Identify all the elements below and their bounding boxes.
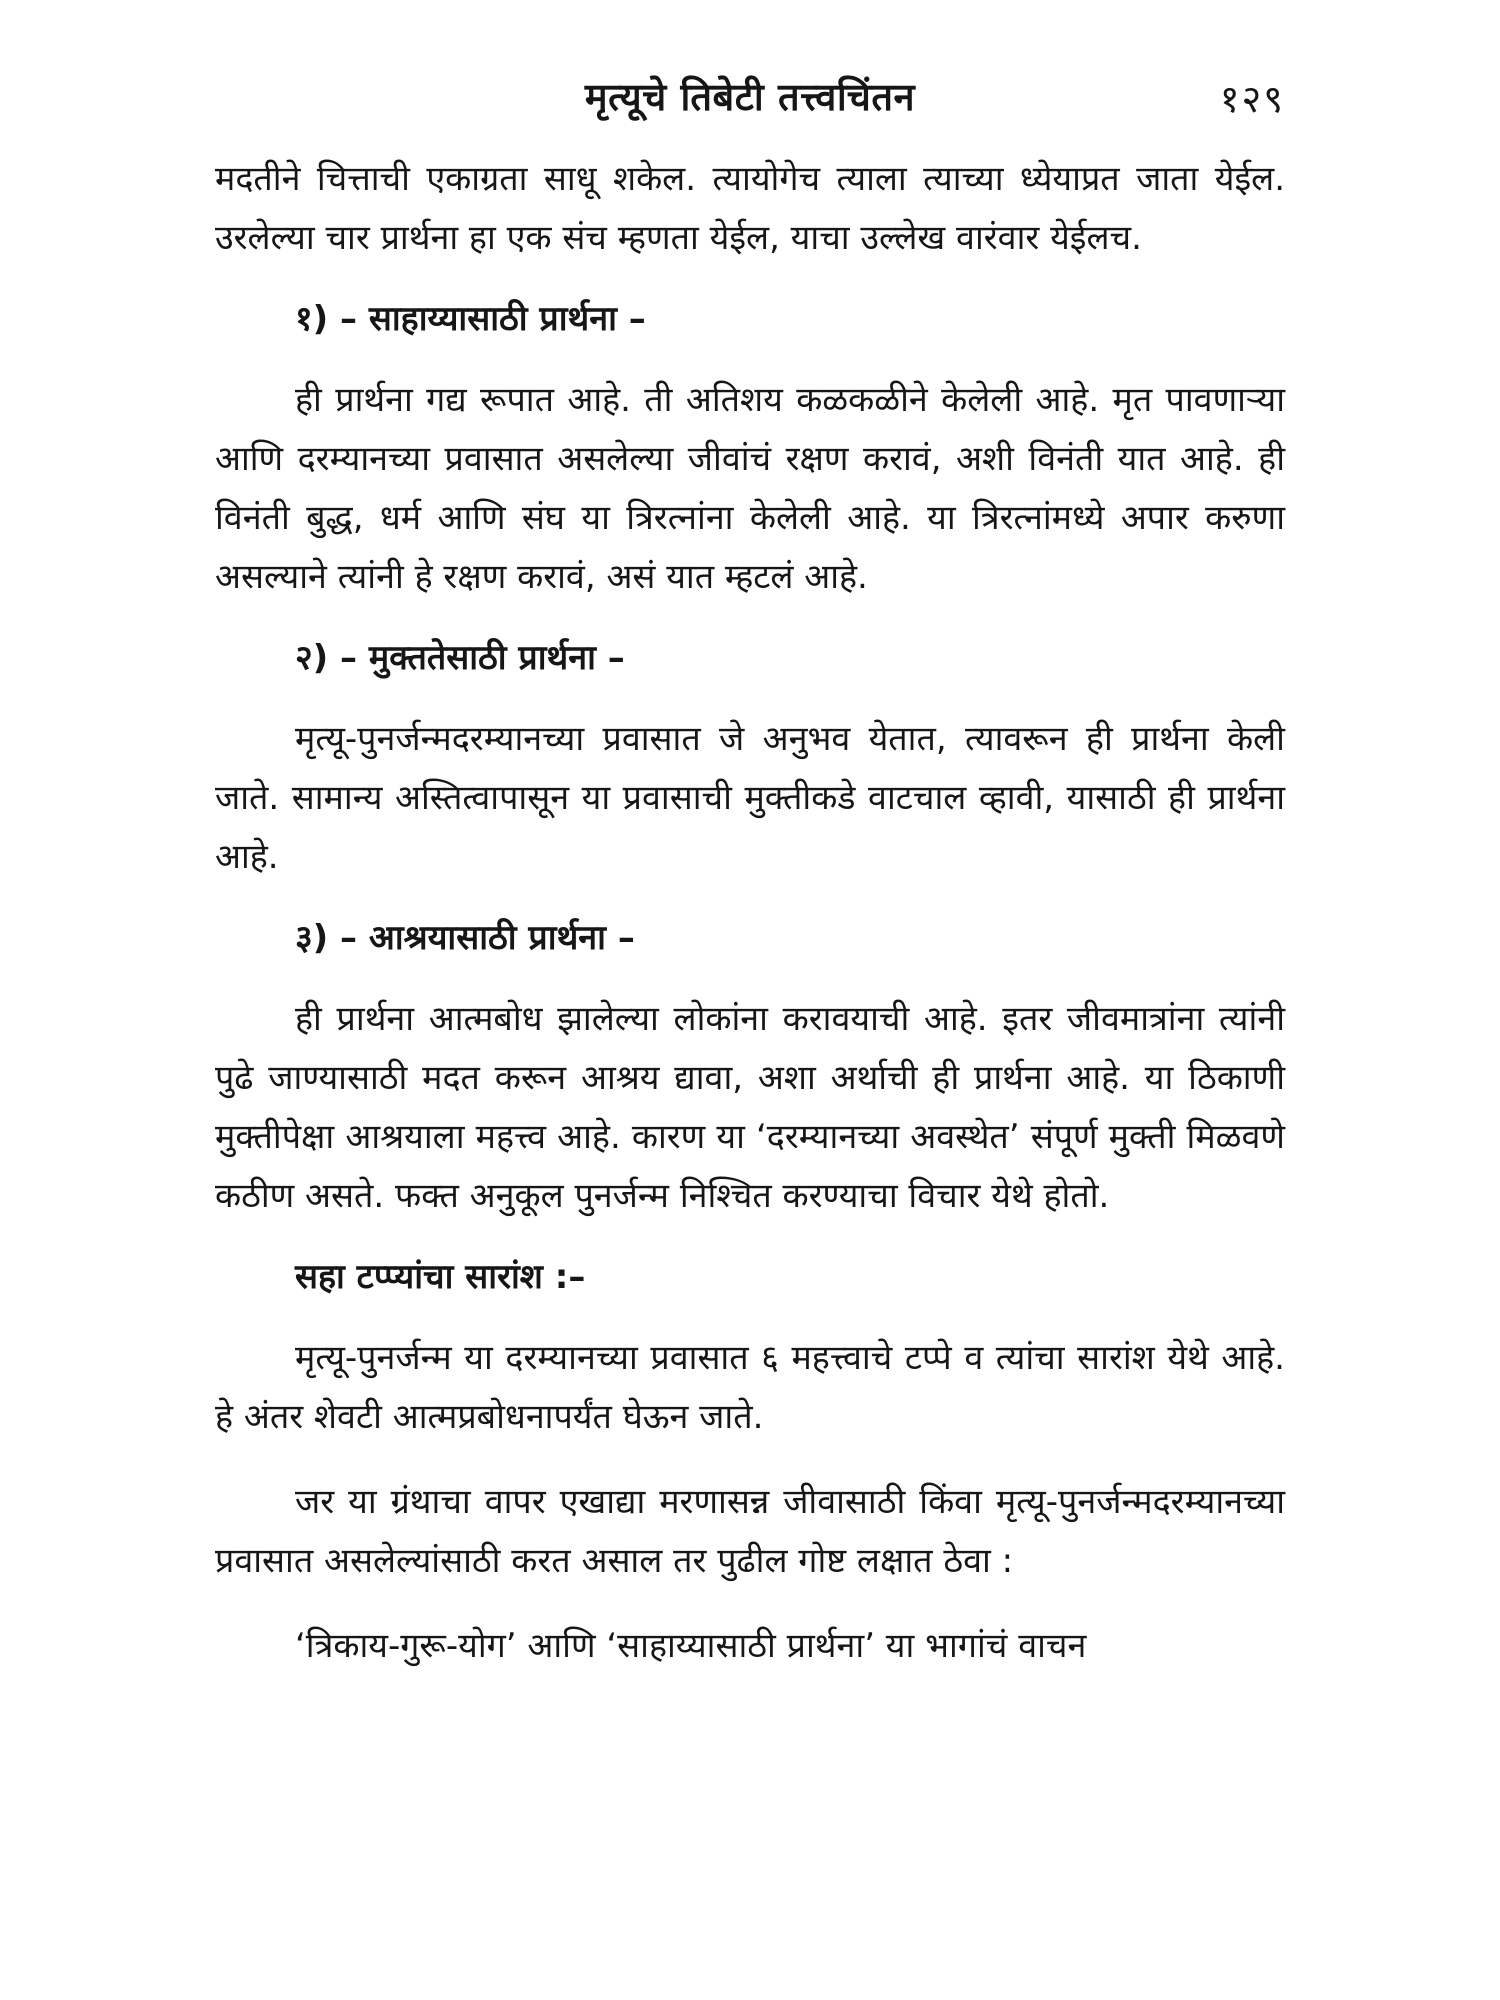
paragraph-six-stages: मृत्यू-पुनर्जन्म या दरम्यानच्या प्रवासात ६ महत्त्वाचे टप्पे व त्यांचा सारांश येथे आहे. हे अंतर शेवटी आत्मप्रबोधनापर्यंत घेऊन जाते. (215, 1338, 1285, 1437)
running-title: मृत्यूचे तिबेटी तत्त्वचिंतन (584, 75, 916, 119)
heading-liberation-prayer: २) – मुक्ततेसाठी प्रार्थना – (295, 638, 625, 678)
page-number: १२९ (1219, 77, 1285, 121)
paragraph-help-prayer: ही प्रार्थना गद्य रूपात आहे. ती अतिशय कळकळीने केलेली आहे. मृत पावणाऱ्या आणि दरम्यानच्या प्रवासात असलेल्या जीवांचं रक्षण करावं, अशी विनंती यात आहे. ही विनंती बुद्ध, धर्म आणि संघ या त्रिरत्नांना केलेली आहे. या त्रिरत्नांमध्ये अपार करुणा असल्याने त्यांनी हे रक्षण करावं, असं यात म्हटलं आहे. (215, 380, 1285, 597)
paragraph-continuation: मदतीने चित्ताची एकाग्रता साधू शकेल. त्यायोगेच त्याला त्याच्या ध्येयाप्रत जाता येईल. उरलेल्या चार प्रार्थना हा एक संच म्हणता येईल, याचा उल्लेख वारंवार येईलच. (215, 159, 1285, 258)
paragraph-usage-note: जर या ग्रंथाचा वापर एखाद्या मरणासन्न जीवासाठी किंवा मृत्यू-पुनर्जन्मदरम्यानच्या प्रवासात असलेल्यांसाठी करत असाल तर पुढील गोष्ट लक्षात ठेवा : (215, 1482, 1285, 1581)
paragraph-refuge-prayer: ही प्रार्थना आत्मबोध झालेल्या लोकांना करावयाची आहे. इतर जीवमात्रांना त्यांनी पुढे जाण्यासाठी मदत करून आश्रय द्यावा, अशा अर्थाची ही प्रार्थना आहे. या ठिकाणी मुक्तीपेक्षा आश्रयाला महत्त्व आहे. कारण या ‘दरम्यानच्या अवस्थेत’ संपूर्ण मुक्ती मिळवणे कठीण असते. फक्त अनुकूल पुनर्जन्म निश्चित करण्याचा विचार येथे होतो. (215, 999, 1285, 1216)
body-text (215, 150, 1285, 1676)
paragraph-reading-instruction: ‘त्रिकाय-गुरू-योग’ आणि ‘साहाय्यासाठी प्रार्थना’ या भागांचं वाचन (295, 1626, 1087, 1666)
heading-help-prayer: १) – साहाय्यासाठी प्रार्थना – (295, 299, 646, 339)
heading-refuge-prayer: ३) – आश्रयासाठी प्रार्थना – (295, 918, 635, 958)
heading-six-stages-summary: सहा टप्प्यांचा सारांश :– (295, 1257, 586, 1297)
paragraph-liberation-prayer: मृत्यू-पुनर्जन्मदरम्यानच्या प्रवासात जे अनुभव येतात, त्यावरून ही प्रार्थना केली जाते. सामान्य अस्तित्वापासून या प्रवासाची मुक्तीकडे वाटचाल व्हावी, यासाठी ही प्रार्थना आहे. (215, 719, 1285, 877)
page-header (215, 70, 1285, 140)
